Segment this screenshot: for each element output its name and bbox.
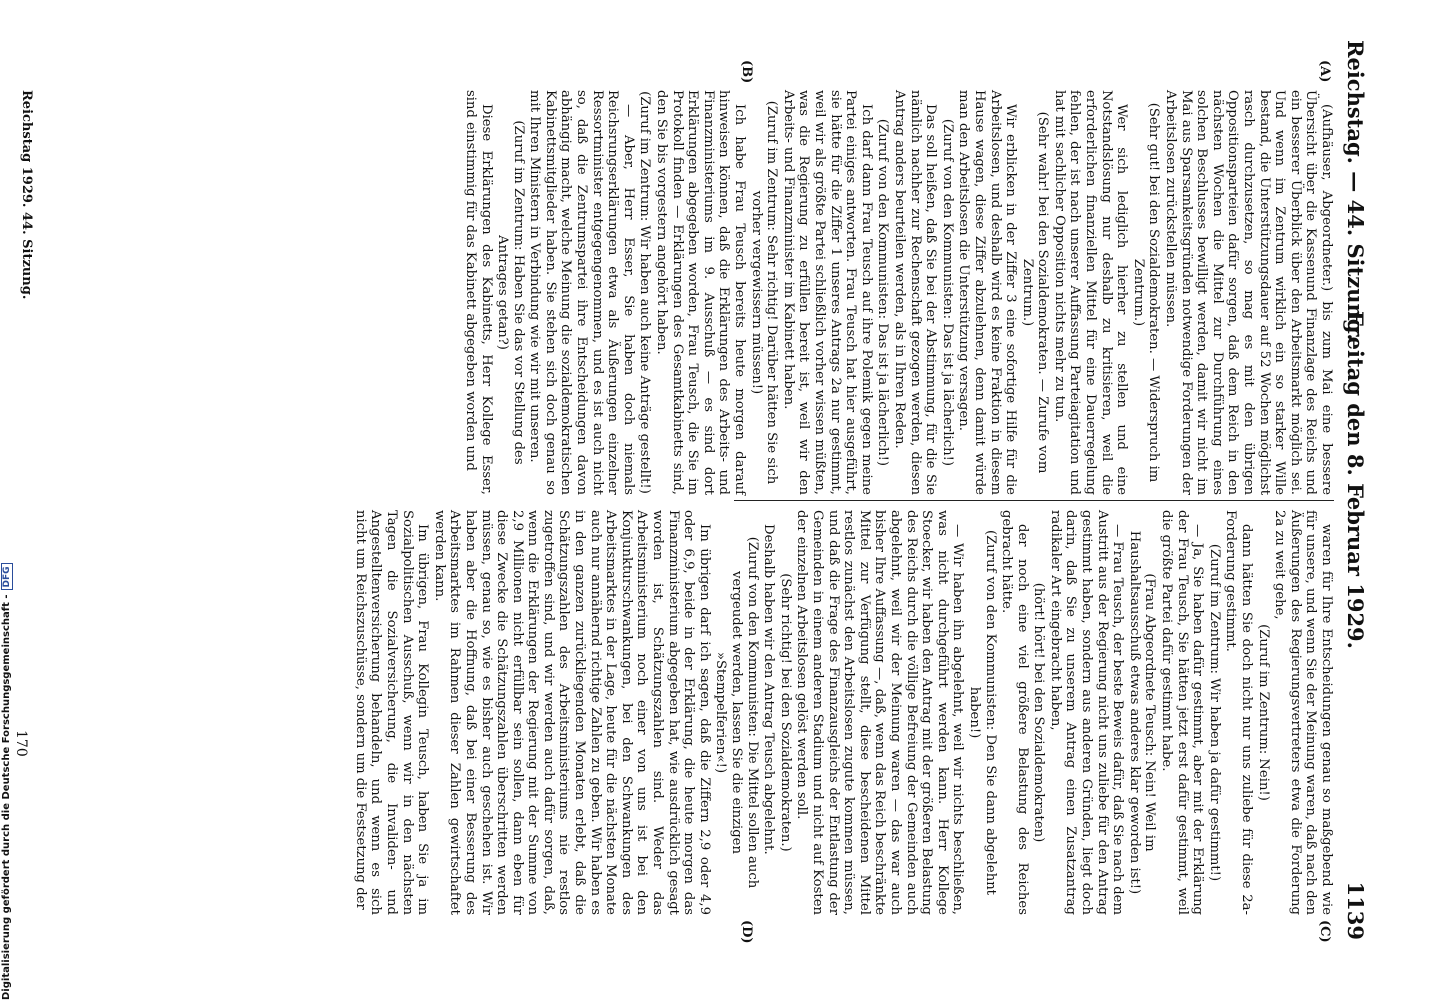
paragraph: — Wir haben ihn abgelehnt, weil wir nichts beschließen, was nicht durchgeführt werden kann. Herr Kollege Stoecker, wir haben den Antrag mit der größeren Belastung des Reichs durch die völlige Befreiung der Gemeinden auch abgelehnt, weil wir der Meinung waren — das war auch bisher Ihre Auffassung —, daß, wenn das Reich beschränkte Mittel zur Verfügung stellt, diese bescheidenen Mittel restlos zunächst den Arbeitslosen zugute kommen müssen, und daß die Frage des Finanzausgleichs der Entlastung der Gemeinden in einem anderen Stadium und nicht auf Kosten der einzelnen Arbeitslosen gelöst werden soll.: [794, 510, 966, 915]
right-column: [351, 510, 1334, 915]
paragraph: — Frau Teusch, der beste Beweis dafür, daß Sie nach dem Austritt aus der Regierung nicht uns zuliebe für den Antrag gestimmt haben, sondern aus anderen Gründen, liegt doch darin, daß Sie zu unserem Antrag einen Zusatzantrag radikaler Art eingebracht haben,: [1047, 510, 1126, 915]
interjection: (Sehr wahr! bei den Sozialdemokraten. — Zurufe vom Zentrum.): [1019, 111, 1051, 474]
interjection: (Sehr richtig! bei den Sozialdemokraten.): [777, 573, 793, 852]
footer-page-number: 170: [13, 730, 29, 757]
margin-mark-d: (D): [739, 920, 754, 944]
interjection: (Zuruf von den Kommunisten: Das ist ja lächerlich!): [939, 118, 955, 467]
paragraph: Das soll heißen, daß Sie bei der Abstimmung, für die Sie nämlich nachher zur Rechenschaft gezogen werden, diesen Antrag anders beurteilen werden, als in Ihren Reden.: [891, 90, 939, 495]
paragraph: Im übrigen darf ich sagen, daß die Ziffern 2,9 oder 4,9 oder 6,9, beide in der Erklärung, die heute morgen das Finanzministerium abgegeben hat, wie ausdrücklich gesagt worden ist, Schätzungszahlen sind. Weder das Arbeitsministerium noch einer von uns ist bei den Konjunkturschwankungen, bei den Schwankungen des Arbeitsmarktes in der Lage, heute für die nächsten Monate auch nur annähernd richtige Zahlen zu geben. Wir haben es in den ganzen zurückliegenden Monaten erlebt, daß die Schätzungszahlen des Arbeitsministeriums nie restlos zugetroffen sind, und wir werden auch dafür sorgen, daß, wenn die Erklärungen der Regierung mit der Summe von 2,9 Millionen nicht erfüllbar sein sollen, dann eben für diese Zwecke die Schätzungszahlen überschritten werden müssen, genau so, wie es bisher auch geschehen ist. Wir haben aber die Hoffnung, daß bei einer Besserung des Arbeitsmarktes im Rahmen dieser Zahlen gewirtschaftet werden kann.: [431, 510, 712, 915]
paragraph: Deshalb haben wir den Antrag Teusch abgelehnt.: [761, 524, 777, 855]
paragraph: Diese Erklärungen des Kabinetts, Herr Kollege Esser, sind einstimmig für das Kabinett abgegeben worden und: [462, 90, 494, 495]
paragraph: Wir erblicken in der Ziffer 3 eine sofortige Hilfe für die Arbeitslosen, und deshalb wird es keine Fraktion in diesem Hause wagen, diese Ziffer abzulehnen, denn damit würde man den Arbeitslosen die Unterstützung versagen.: [956, 90, 1019, 495]
paragraph: (Aufhäuser, Abgeordneter.) bis zum Mai eine bessere Übersicht über die Kassenund Finanzlage des Reichs und ein besserer Überblick über den Arbeitsmarkt möglich sei. Und wenn im Zentrum wirklich ein so starker Wille bestand, die Unterstützungsdauer auf 52 Wochen möglichst rasch durchzusetzen, so mag es mit den übrigen Oppositionsparteien dafür sorgen, daß dem Reich in den nächsten Wochen die Mittel zur Durchführung eines solchen Beschlusses bewilligt werden, damit wir nicht im Mai aus Sparsamkeitsgründen notwendige Forderungen der Arbeitslosen zurückstellen müssen.: [1163, 90, 1334, 495]
interjection: (Zuruf im Zentrum: Haben Sie das vor Stellung des Antrages getan?): [495, 120, 526, 465]
interjection: (Zuruf von den Kommunisten: Das ist ja lächerlich!): [875, 118, 891, 467]
paragraph: — Aber, Herr Esser, Sie haben doch niemals Reichsrungserklärungen etwa als Äußerungen einzelner Ressortminister entgegengenommen, und es ist auch nicht so, daß die Zentrumspartei ihre Entscheidungen davon abhängig macht, welche Meinung die sozialdemokratischen Kabinettsmitglieder haben. Sie stehen sich doch genau so mit Ihren Ministern in Verbindung wie wir mit unseren.: [527, 90, 636, 495]
page-header: [1338, 40, 1368, 940]
digitization-credit: [1, 563, 13, 1000]
header-date: Freitag den 8. Februar 1929.: [1343, 311, 1368, 649]
interjection: (Sehr gut! bei den Sozialdemokraten. — Widerspruch im Zentrum.): [1130, 102, 1162, 483]
footer-session: Reichstag 1929. 44. Sitzung.: [19, 90, 34, 300]
paragraph: Ich darf dann Frau Teusch auf ihre Polemik gegen meine Partei einiges antworten. Frau Teusch hat hier ausgeführt, sie hätte für die Ziffer 1 unseres Antrags 2a nur gestimmt, weil wir als größte Partei schließlich vorher wissen müßten, was die Regierung zu erfüllen bereit ist, weil wir den Arbeits- und Finanzminister im Kabinett haben.: [780, 90, 874, 495]
margin-mark-c: (C): [1317, 920, 1332, 943]
dfg-logo-icon: DFG: [1, 563, 13, 590]
credit-text: Digitalisierung gefördert durch die Deutsche Forschungsgemeinschaft -: [1, 594, 12, 1000]
interjection: (Zuruf im Zentrum: Sehr richtig! Darüber hätten Sie sich vorher vergewissern müssen!): [748, 100, 780, 485]
left-column: [461, 90, 1334, 495]
paragraph: Ich habe Frau Teusch bereits heute morgen darauf hinweisen können, daß die Erklärungen des Arbeits- und Finanzministeriums im 9. Ausschuß — es sind dort Erklärungen abgegeben worden, Frau Teusch, die Sie im Protokoll finden — Erklärungen des Gesamtkabinetts sind, den Sie bis vorgestern angehört haben.: [654, 90, 748, 495]
header-page-number: 1139: [1343, 881, 1368, 940]
interjection: (Zuruf im Zentrum: Nein!): [1255, 624, 1271, 801]
interjection: (hört! hört! bei den Sozialdemokraten): [1031, 582, 1047, 843]
paragraph: waren für Ihre Entscheidungen genau so maßgebend wie für unsere, und wenn Sie der Meinung waren, daß nach den Äußerungen des Regierungsvertreters etwa die Forderung 2a zu weit gehe,: [1272, 510, 1334, 915]
interjection: (Frau Abgeordnete Teusch: Nein! Weil im Haushaltsausschuß etwas anderes klar geworden ist!): [1126, 530, 1158, 895]
header-session: Reichstag. — 44. Sitzung.: [1343, 40, 1368, 341]
interjection: (Zuruf von den Kommunisten: Den Sie dann abgelehnt haben!): [966, 530, 998, 895]
interjection: (Zuruf im Zentrum: Wir haben ja dafür gestimmt!): [1206, 543, 1222, 882]
margin-mark-b: (B): [739, 60, 754, 84]
paragraph: dann hätten Sie doch nicht nur uns zuliebe für diese 2a-Forderung gestimmt.: [1223, 510, 1255, 915]
margin-mark-a: (A): [1317, 60, 1332, 83]
paragraph: Im übrigen, Frau Kollegin Teusch, haben Sie ja im Sozialpolitischen Ausschuß, wenn wir in den nächsten Tagen die Sozialversicherung, die Invaliden- und Angestelltenversicherung behandeln, und wenn es sich nicht um Reichszuschüsse, sondern um die Festsetzung der: [352, 510, 431, 915]
paragraph: Wer sich lediglich hierher zu stellen und eine Notstandslösung nur deshalb zu kritisieren, weil die erforderlichen finanziellen Mittel für eine Dauerregelung fehlen, der ist nach unserer Auffassung Parteiagitation und hat mit sachlicher Opposition nichts mehr zu tun.: [1051, 90, 1130, 495]
paragraph: der noch eine viel größere Belastung des Reiches gebracht hätte.: [999, 510, 1030, 915]
interjection: (Zuruf im Zentrum: Wir haben auch keine Anträge gestellt!): [637, 91, 653, 494]
column-divider: [734, 500, 1334, 501]
interjection: (Zuruf von den Kommunisten: Die Mittel sollen auch vergeudet werden, lassen Sie die einzigen »Stempelferien«!): [713, 536, 760, 889]
paragraph: — Ja, Sie haben dafür gestimmt, aber mit der Erklärung der Frau Teusch, Sie hätten jetzt erst dafür gestimmt, weil die größte Partei dafür gestimmt habe.: [1159, 510, 1206, 915]
